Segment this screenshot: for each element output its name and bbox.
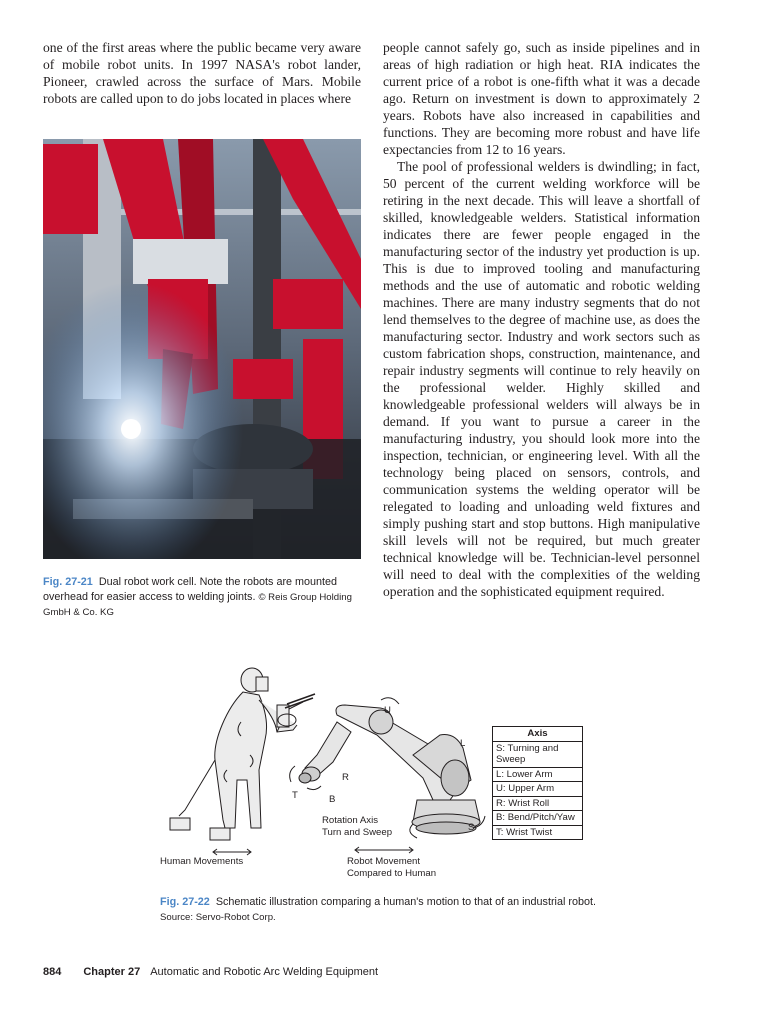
body-paragraph: people cannot safely go, such as inside pipelines and in areas of high radiation or high heat. RIA indicates the current price of a robot is one-fifth what it was a decade ago. Return on investment is down to approximately 2 years. Robots have also increased in capabilities and functions. They are becoming more robust and have life expectancies from 12 to 16 years.	[383, 40, 700, 157]
figure-caption	[160, 895, 600, 925]
axis-table-row: L: Lower Arm	[493, 767, 583, 782]
chapter-label: Chapter 27	[83, 966, 141, 978]
figure-label: Fig. 27-22	[160, 896, 210, 908]
page-footer	[43, 966, 378, 978]
right-column	[383, 39, 700, 600]
human-movements-label: Human Movements	[160, 856, 244, 867]
robot-movement-label: Robot Movement Compared to Human	[347, 856, 437, 879]
page-number: 884	[43, 966, 62, 978]
chapter-title: Automatic and Robotic Arc Welding Equipment	[150, 966, 379, 978]
caption-credit: Source: Servo-Robot Corp.	[160, 912, 276, 923]
axis-table-row: T: Wrist Twist	[493, 825, 583, 840]
body-paragraph: The pool of professional welders is dwindling; in fact, 50 percent of the current welding workforce will be retiring in the next decade. This will leave a shortfall of skilled, knowledgeable welders. Statistical information indicates there are fewer people engaged in the manufacturing sector of the industry yet production is up. This is due to improved tooling and manufacturing methods and the use of automatic and robotic welding machines. There are many industry segments that do not lend themselves to the degree of machine use, as does the manufacturing sector. Industry and work sectors such as custom fabrication shops, construction, maintenance, and repair industry segments will continue to rely heavily on the professional welder. Highly skilled and knowledgeable professional welders will always be in demand. If you want to pursue a career in the manufacturing industry, you should look more into the inspection, technician, or engineering level. With all the technology being placed on sensors, controls, and communication systems the welding operator will be relegated to loading and unloading weld fixtures and simply pushing start and stop buttons. High manipulative skill levels will not be required, but much greater technical knowledge will be. Technician-level personnel will need to deal with the complexities of the welding operation and the sophisticated equipment required.	[383, 159, 700, 599]
axis-table-row: R: Wrist Roll	[493, 796, 583, 811]
axis-label-r: R	[342, 772, 349, 783]
axis-label-t: T	[292, 790, 298, 801]
axis-table-row: U: Upper Arm	[493, 782, 583, 797]
axis-label-u: U	[384, 705, 391, 716]
axis-label-b: B	[329, 794, 336, 805]
axis-label-l: L	[460, 738, 466, 749]
figure-label: Fig. 27-21	[43, 576, 93, 588]
body-paragraph: one of the first areas where the public became very aware of mobile robot units. In 1997 NASA's robot lander, Pioneer, crawled across the surface of Mars. Mobile robots are called upon to do jobs located in places where	[43, 40, 361, 106]
figure-caption	[43, 575, 363, 620]
human-figure	[170, 668, 315, 840]
caption-text: Schematic illustration comparing a human's motion to that of an industrial robot.	[215, 896, 596, 908]
rotation-axis-label: Rotation Axis Turn and Sweep	[322, 815, 393, 838]
left-column	[43, 39, 361, 107]
caption-credit: © Reis Group Holding GmbH & Co. KG	[43, 592, 352, 618]
axis-table-row: S: Turning and Sweep	[493, 741, 583, 767]
axis-label-s: S	[468, 822, 475, 833]
axis-table-row: B: Bend/Pitch/Yaw	[493, 811, 583, 826]
robot-work-cell-photo	[43, 139, 361, 559]
axis-table	[492, 726, 583, 840]
caption-text: Dual robot work cell. Note the robots are mounted overhead for easier access to welding joints.	[43, 576, 338, 603]
axis-table-header: Axis	[493, 727, 583, 742]
